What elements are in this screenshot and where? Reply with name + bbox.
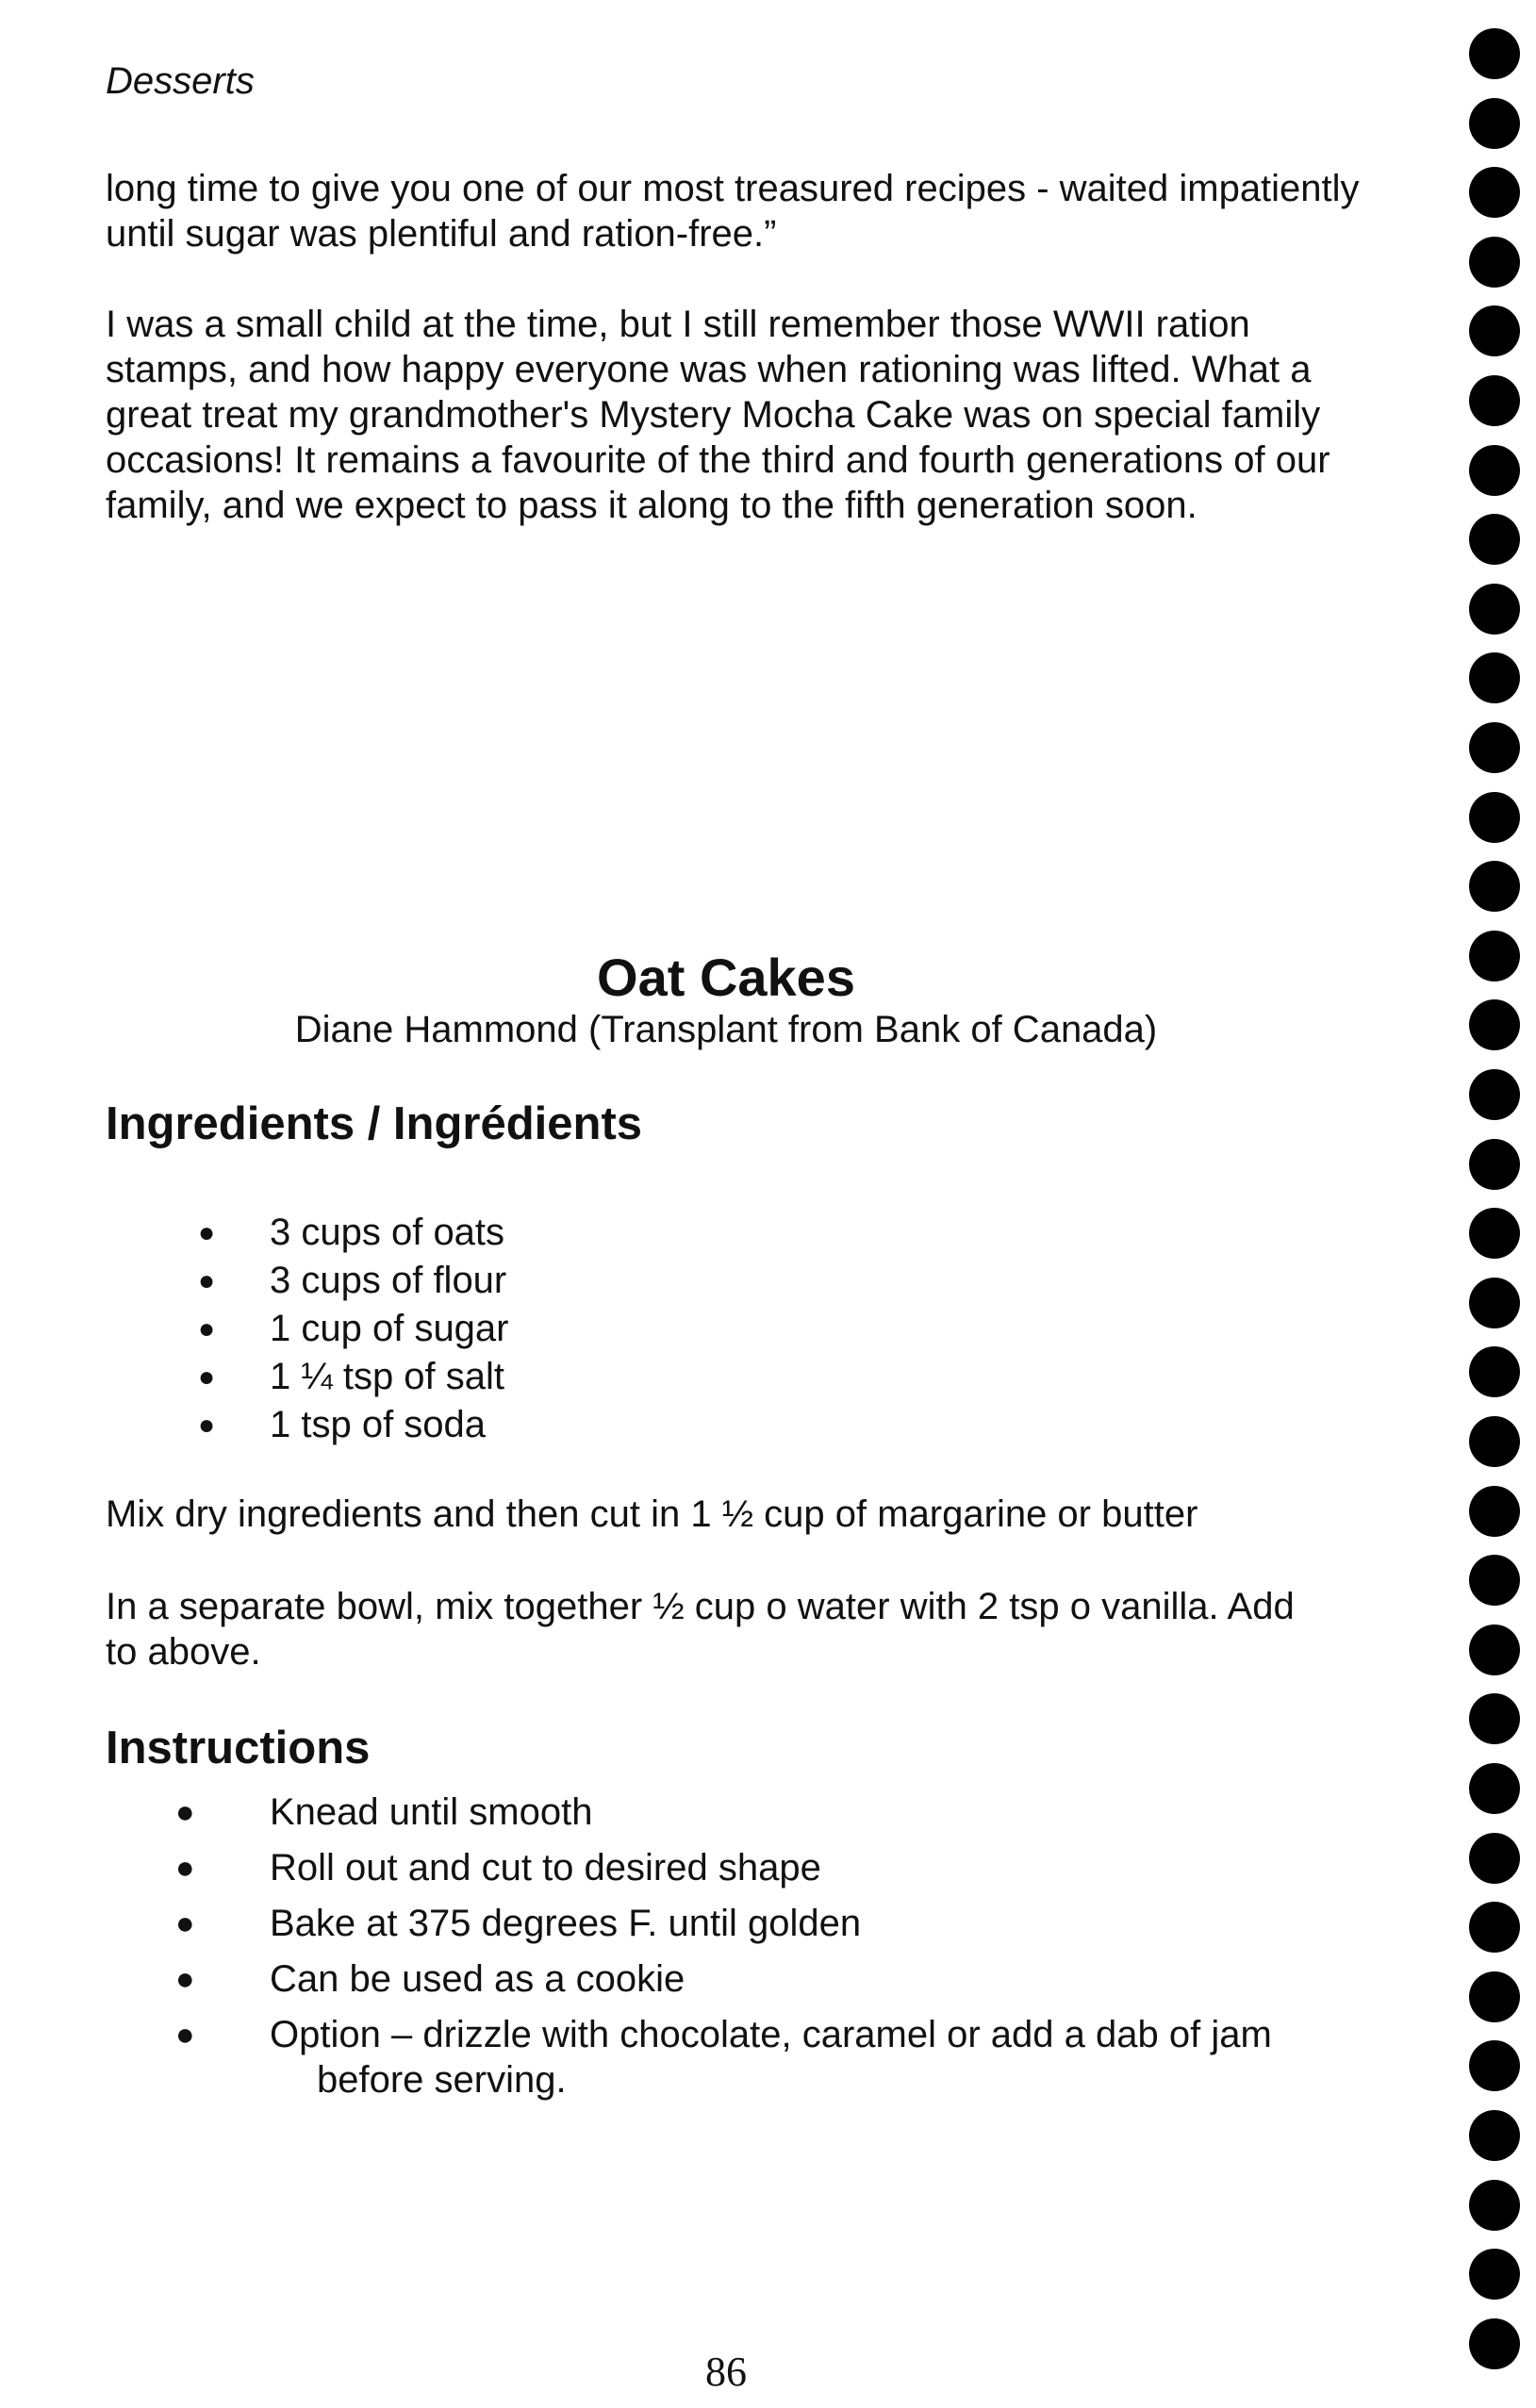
binding-hole	[1469, 722, 1520, 773]
list-item	[0, 1956, 1326, 2012]
bullet-icon: ●	[198, 1313, 216, 1344]
ingredient-text: 1 tsp of soda	[270, 1404, 487, 1445]
instruction-text-line: Option – drizzle with chocolate, caramel or add a dab of jam	[270, 2014, 1272, 2055]
binding-hole	[1469, 28, 1520, 79]
binding-hole	[1469, 1902, 1520, 1953]
binding-hole	[1469, 514, 1520, 565]
binding-hole	[1469, 2318, 1520, 2369]
bullet-icon: ●	[175, 1794, 195, 1830]
instruction-text: Knead until smooth	[270, 1791, 593, 1833]
step-2-text: In a separate bowl, mix together ½ cup o water with 2 tsp o vanilla. Add to above.	[106, 1586, 1295, 1673]
page-number: 86	[705, 2349, 747, 2395]
recipe-title: Oat Cakes	[597, 948, 855, 1007]
binding-hole	[1469, 237, 1520, 288]
binding-hole	[1469, 1555, 1520, 1606]
spiral-binding	[1469, 28, 1522, 2404]
instructions-heading: Instructions	[106, 1723, 371, 1773]
list-item	[0, 1901, 1326, 1956]
instructions-list	[0, 1790, 1326, 2103]
binding-hole	[1469, 1278, 1520, 1328]
binding-hole	[1469, 2180, 1520, 2231]
instruction-text: Bake at 375 degrees F. until golden	[270, 1903, 862, 1944]
instruction-continuation: before serving.	[317, 2059, 567, 2101]
binding-hole	[1469, 2110, 1520, 2161]
list-item	[0, 1845, 1326, 1901]
bullet-icon: ●	[198, 1217, 216, 1248]
recipe-author: Diane Hammond (Transplant from Bank of Canada)	[294, 1009, 1158, 1050]
binding-hole	[1469, 652, 1520, 703]
step-1-text: Mix dry ingredients and then cut in 1 ½ cup of margarine or butter	[106, 1493, 1198, 1535]
binding-hole	[1469, 1763, 1520, 1814]
binding-hole	[1469, 792, 1520, 843]
bullet-icon: ●	[175, 1850, 195, 1886]
binding-hole	[1469, 2249, 1520, 2300]
binding-hole	[1469, 931, 1520, 981]
binding-hole	[1469, 1346, 1520, 1397]
instruction-text: Can be used as a cookie	[270, 1958, 685, 2000]
binding-hole	[1469, 375, 1520, 426]
binding-hole	[1469, 305, 1520, 356]
binding-hole	[1469, 999, 1520, 1050]
bullet-icon: ●	[198, 1361, 216, 1393]
bullet-icon: ●	[198, 1265, 216, 1296]
bullet-icon: ●	[175, 1905, 195, 1941]
ingredient-text: 3 cups of oats	[270, 1212, 505, 1253]
binding-hole	[1469, 584, 1520, 635]
binding-hole	[1469, 98, 1520, 149]
binding-hole	[1469, 1069, 1520, 1120]
bullet-icon: ●	[198, 1410, 216, 1441]
binding-hole	[1469, 445, 1520, 496]
list-item	[0, 1790, 1326, 1845]
ingredient-text: 3 cups of flour	[270, 1260, 507, 1301]
section-label: Desserts	[106, 60, 255, 102]
instruction-text	[270, 2012, 1326, 2103]
binding-hole	[1469, 1208, 1520, 1259]
binding-hole	[1469, 861, 1520, 912]
story-paragraph-2: I was a small child at the time, but I still remember those WWII ration stamps, and how happy everyone was when rationing was lifted. What a great treat my grandmother's Mystery Mocha Cake was on special family occasions! It remains a favourite of the third and fourth generations of our family, and we expect to pass it along to the fifth generation soon.	[106, 304, 1330, 526]
ingredient-text: 1 ¼ tsp of salt	[270, 1356, 505, 1397]
list-item	[0, 2012, 1326, 2103]
ingredient-text: 1 cup of sugar	[270, 1308, 509, 1349]
story-paragraph-1: long time to give you one of our most treasured recipes - waited impatiently until sugar was plentiful and ration-free.”	[106, 168, 1360, 255]
bullet-icon: ●	[175, 1961, 195, 1997]
binding-hole	[1469, 167, 1520, 218]
binding-hole	[1469, 1693, 1520, 1744]
binding-hole	[1469, 2040, 1520, 2091]
instruction-text: Roll out and cut to desired shape	[270, 1847, 821, 1888]
binding-hole	[1469, 1833, 1520, 1884]
ingredients-heading: Ingredients / Ingrédients	[106, 1098, 643, 1149]
binding-hole	[1469, 1625, 1520, 1675]
binding-hole	[1469, 1486, 1520, 1537]
binding-hole	[1469, 1416, 1520, 1467]
binding-hole	[1469, 1971, 1520, 2022]
binding-hole	[1469, 1139, 1520, 1190]
bullet-icon: ●	[175, 2017, 195, 2053]
